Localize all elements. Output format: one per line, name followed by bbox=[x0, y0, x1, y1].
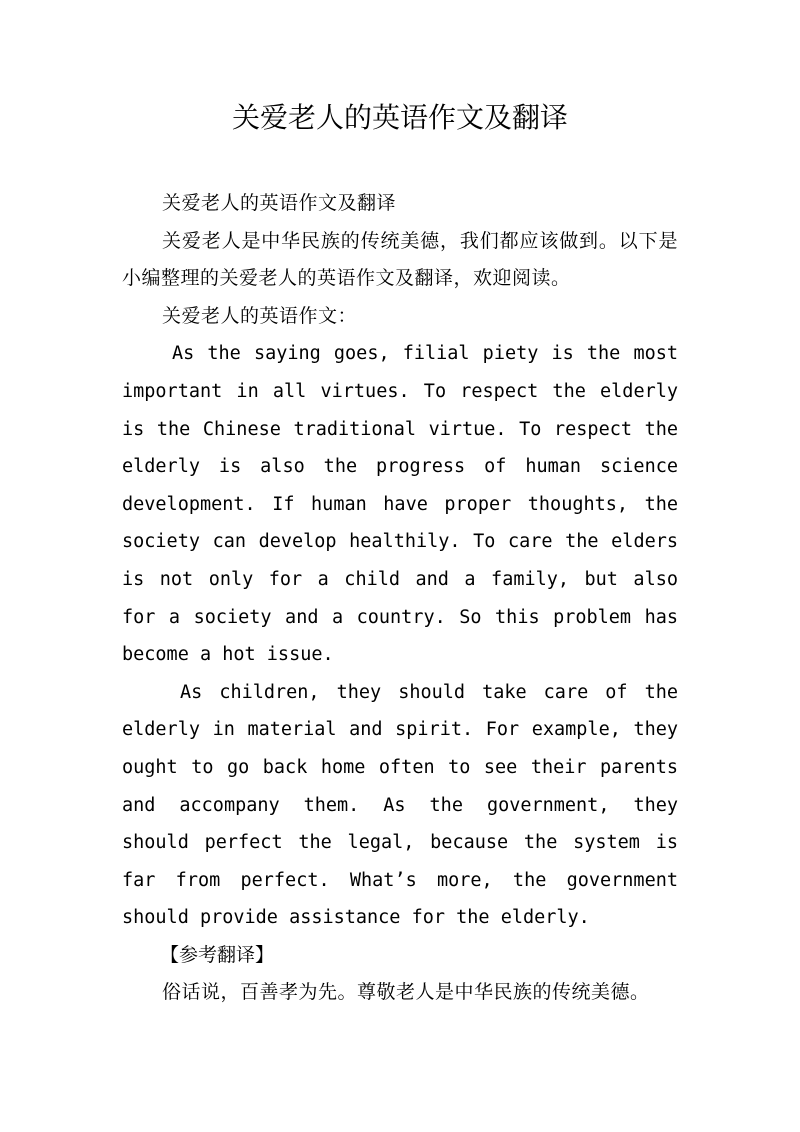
document-body bbox=[122, 185, 678, 1012]
page-title: 关爱老人的英语作文及翻译 bbox=[231, 101, 568, 134]
essay-paragraph-2: As children, they should take care of the elderly in material and spirit. For example, they ought to go back home often to see their parents and accompany them. As the government, they should perfect the legal, because the system is far from perfect. What’s more, the government should provide assistance for the elderly. bbox=[122, 681, 678, 929]
translation-heading: 【参考翻译】 bbox=[160, 943, 275, 966]
intro-paragraph: 关爱老人是中华民族的传统美德，我们都应该做到。以下是小编整理的关爱老人的英语作文及翻译，欢迎阅读。 bbox=[122, 229, 678, 290]
essay-paragraph-1: As the saying goes, filial piety is the most important in all virtues. To respect the elderly is the Chinese traditional virtue. To respect the elderly is also the progress of human science development. If human have proper thoughts, the society can develop healthily. To care the elders is not only for a child and a family, but also for a society and a country. So this problem has become a hot issue. bbox=[122, 343, 678, 666]
subtitle-paragraph: 关爱老人的英语作文及翻译 bbox=[162, 192, 397, 214]
essay-heading: 关爱老人的英语作文： bbox=[162, 304, 358, 327]
translation-paragraph-1: 俗话说，百善孝为先。尊敬老人是中华民族的传统美德。 bbox=[162, 981, 650, 1004]
